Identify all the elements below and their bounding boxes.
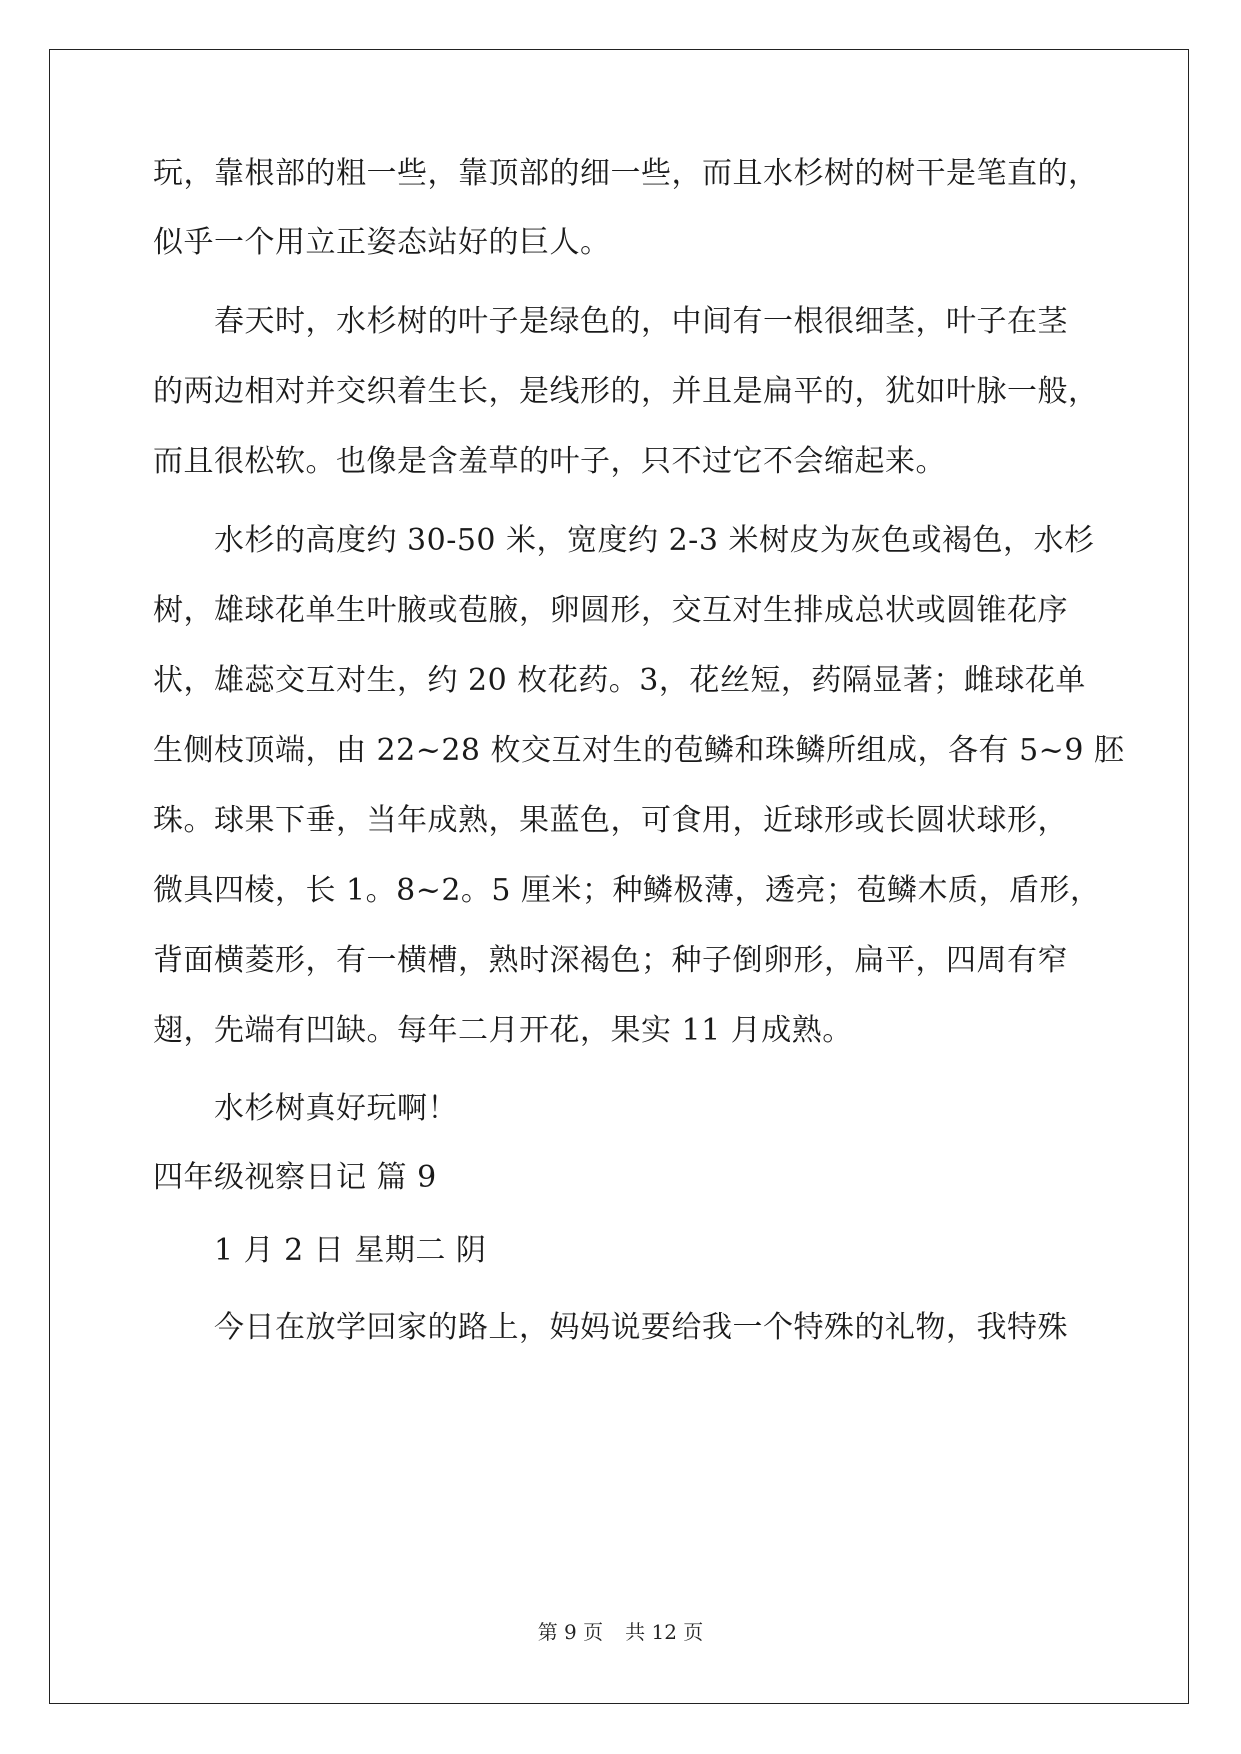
paragraph-start-line: 水杉的高度约 30-50 米，宽度约 2-3 米树皮为灰色或褐色，水杉 xyxy=(214,523,1095,558)
page-number-current: 第 9 页 xyxy=(537,1620,604,1644)
body-text-line: 的两边相对并交织着生长，是线形的，并且是扁平的，犹如叶脉一般， xyxy=(153,374,1099,409)
paragraph-start-line: 水杉树真好玩啊！ xyxy=(214,1091,458,1126)
diary-date-line: 1 月 2 日 星期二 阴 xyxy=(214,1233,487,1268)
body-text-line: 似乎一个用立正姿态站好的巨人。 xyxy=(153,225,611,260)
body-text-line: 生侧枝顶端，由 22~28 枚交互对生的苞鳞和珠鳞所组成，各有 5~9 胚 xyxy=(153,733,1125,768)
body-text-line: 树，雄球花单生叶腋或苞腋，卵圆形，交互对生排成总状或圆锥花序 xyxy=(153,593,1068,628)
paragraph-start-line: 今日在放学回家的路上，妈妈说要给我一个特殊的礼物，我特殊 xyxy=(214,1310,1068,1345)
page-footer xyxy=(0,1620,1241,1644)
paragraph-start-line: 春天时，水杉树的叶子是绿色的，中间有一根很细茎，叶子在茎 xyxy=(214,304,1068,339)
body-text-line: 背面横菱形，有一横槽，熟时深褐色；种子倒卵形，扁平，四周有窄 xyxy=(153,943,1068,978)
page-number-total: 共 12 页 xyxy=(625,1620,704,1644)
body-text-line: 状，雄蕊交互对生，约 20 枚花药。3，花丝短，药隔显著；雌球花单 xyxy=(153,663,1086,698)
body-text-line: 玩，靠根部的粗一些，靠顶部的细一些，而且水杉树的树干是笔直的， xyxy=(153,156,1099,191)
body-text-line: 微具四棱，长 1。8~2。5 厘米；种鳞极薄，透亮；苞鳞木质，盾形， xyxy=(153,873,1101,908)
body-text-line: 而且很松软。也像是含羞草的叶子，只不过它不会缩起来。 xyxy=(153,444,946,479)
body-text-line: 珠。球果下垂，当年成熟，果蓝色，可食用，近球形或长圆状球形， xyxy=(153,803,1068,838)
body-text-line: 翅，先端有凹缺。每年二月开花，果实 11 月成熟。 xyxy=(153,1013,853,1048)
section-heading: 四年级视察日记 篇 9 xyxy=(153,1160,437,1195)
